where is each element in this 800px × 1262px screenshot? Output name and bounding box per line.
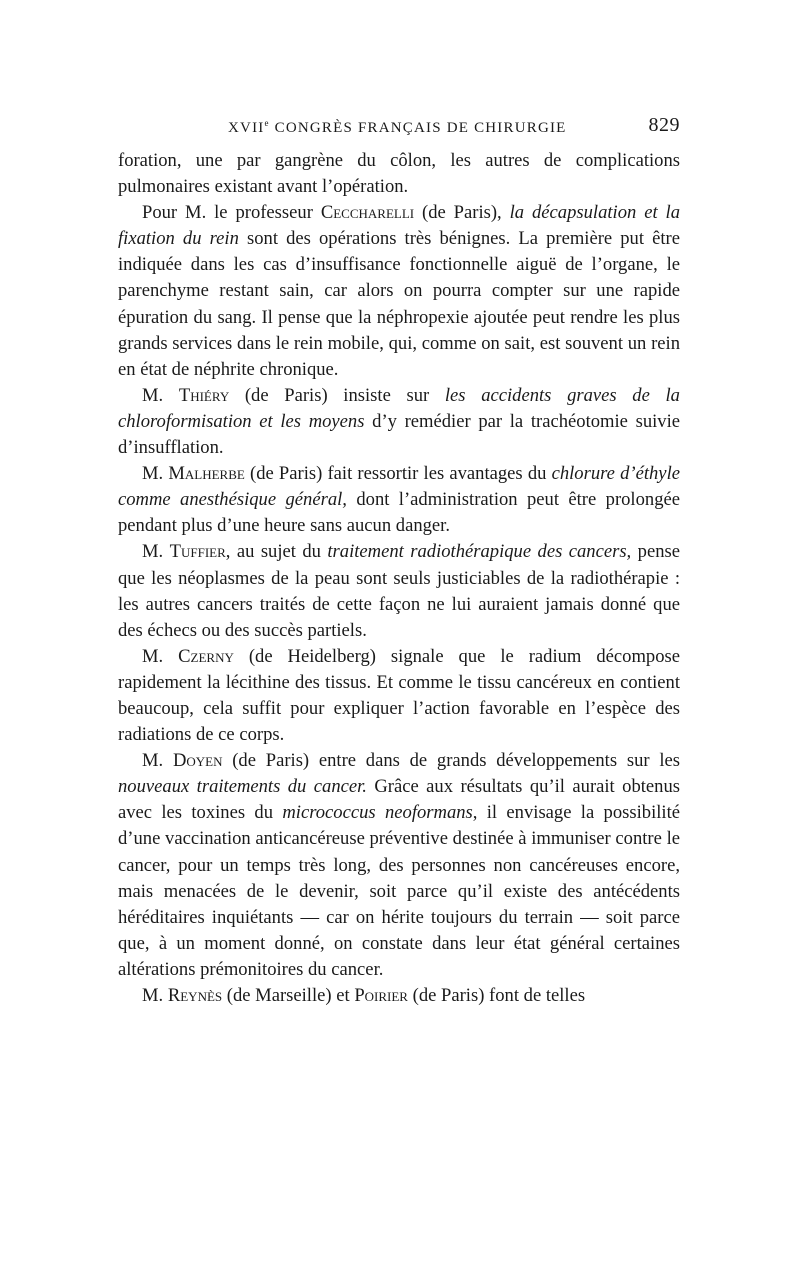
surgeon-name: Malherbe: [168, 463, 245, 485]
surgeon-name-2: Poirier: [354, 985, 408, 1006]
surgeon-name: Czerny: [178, 645, 234, 667]
italic-topic: chlorure d’éthyle comme anesthésique général,: [118, 463, 680, 511]
paragraph-tuffier: [118, 539, 680, 643]
surgeon-name: Doyen: [172, 750, 223, 772]
italic-topic: la décapsulation et la fixation du rein: [118, 202, 680, 250]
paragraph-text: (de Paris) insiste sur: [229, 384, 445, 406]
paragraph-czerny: [118, 644, 680, 748]
italic-organism: micrococcus neoformans: [282, 802, 473, 824]
paragraph-ceccharelli: [118, 200, 680, 383]
surgeon-name: Tuffier: [169, 541, 226, 563]
paragraph-text: Grâce aux résultats qu’il aurait obtenus avec les toxines du: [118, 776, 680, 824]
paragraph-continuation: [118, 148, 680, 200]
italic-topic: nouveaux traitements du cancer.: [118, 776, 367, 798]
paragraph-text: d’y remédier par la trachéotomie suivie d’insufflation.: [118, 410, 680, 459]
paragraph-lead: M.: [142, 384, 179, 406]
volume-ordinal: XVII: [228, 120, 265, 136]
paragraph-text: , au sujet du: [225, 541, 328, 563]
surgeon-name: Thiéry: [178, 384, 230, 406]
paragraph-lead: M.: [142, 463, 169, 485]
paragraph-text: foration, une par gangrène du côlon, les autres de complications pulmonaires existant avant l’opération.: [118, 150, 680, 198]
running-title: [228, 118, 567, 137]
italic-topic: traitement radiothérapique des cancers,: [327, 541, 632, 563]
paragraph-lead: M.: [142, 750, 173, 772]
paragraph-text: (de Paris) fait ressortir les avantages du: [244, 463, 552, 485]
paragraph-text: sont des opérations très bénignes. La première put être indiquée dans les cas d’insuffisance fonctionnelle aiguë de l’organe, le parenchyme restant sain, car alors on pourra compter sur une rapide épuration du sang. Il pense que la néphropexie ajoutée peut rendre les plus grands services dans le rein mobile, qui, comme on sait, est souvent un rein en état de néphrite chronique.: [118, 228, 680, 380]
paragraph-lead: M.: [142, 645, 179, 667]
paragraph-malherbe: [118, 461, 680, 539]
paragraph-lead: M.: [142, 541, 170, 563]
surgeon-name: Ceccharelli: [320, 202, 415, 224]
surgeon-name: Reynès: [167, 985, 223, 1006]
paragraph-reynes-poirier: [118, 983, 680, 1009]
paragraph-text: (de Paris) font de telles: [407, 985, 586, 1006]
paragraph-text: pense que les néoplasmes de la peau sont seuls justiciables de la radiothérapie : les autres cancers traités de cette façon ne lui auraient jamais donné que des échecs ou des succès partiels.: [118, 541, 680, 641]
paragraph-lead: M.: [142, 985, 168, 1006]
paragraph-doyen: [118, 748, 680, 983]
congress-title: CONGRÈS FRANÇAIS DE CHIRURGIE: [274, 120, 567, 136]
italic-topic: les accidents graves de la chloroformisation et les moyens: [118, 384, 680, 432]
page-number: 829: [648, 114, 680, 136]
paragraph-text: (de Heidelberg) signale que le radium décompose rapidement la lécithine des tissus. Et comme le tissu cancéreux en contient beaucoup, cela suffit pour expliquer l’action favorable en l’espèce des radiations de ce corps.: [118, 645, 680, 746]
body-text: [118, 148, 680, 1009]
ordinal-superscript: e: [264, 118, 270, 128]
paragraph-text: (de Paris),: [414, 202, 510, 224]
paragraph-text: dont l’administration peut être prolongée pendant plus d’une heure sans aucun danger.: [118, 489, 680, 537]
paragraph-text: , il envisage la possibilité d’une vaccination anticancéreuse préventive destinée à immuniser contre le cancer, pour un temps très long, des personnes non cancéreuses encore, mais menacées de le devenir, soit parce qu’il existe des antécédents héréditaires inquiétants — car on hérite toujours du terrain — soit parce que, à un moment donné, on constate dans leur état général certaines altérations prémonitoires du cancer.: [118, 802, 681, 980]
paragraph-thiery: [118, 383, 680, 461]
paragraph-text: (de Paris) entre dans de grands développements sur les: [222, 750, 680, 772]
running-header: [118, 108, 680, 148]
paragraph-lead: Pour M. le professeur: [142, 202, 321, 224]
paragraph-text: (de Marseille) et: [222, 985, 355, 1006]
book-page: [118, 108, 680, 1009]
